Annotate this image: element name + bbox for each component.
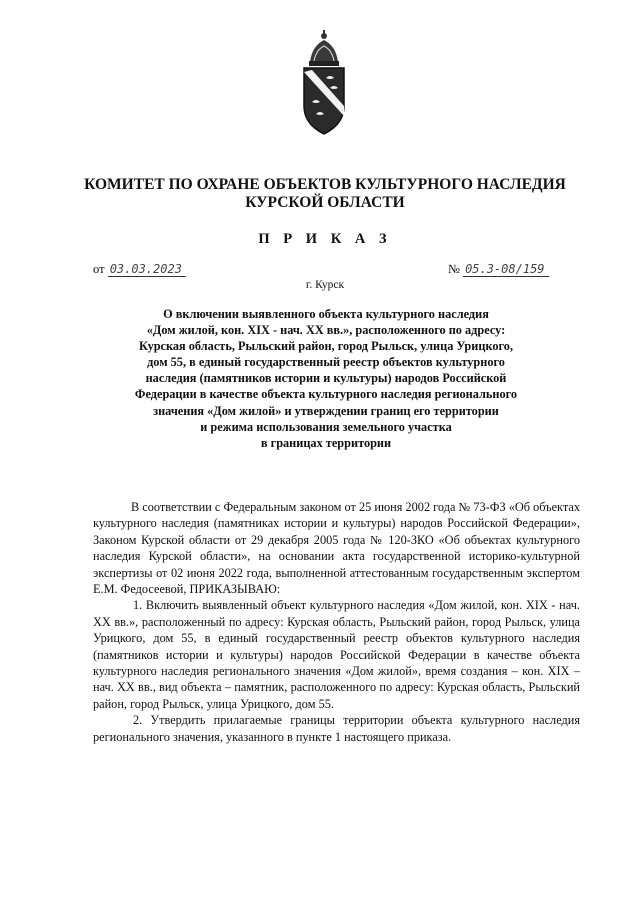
subject-line: и режима использования земельного участка xyxy=(200,419,452,434)
subject-line: О включении выявленного объекта культурного наследия xyxy=(163,307,489,321)
number-value: 05.3-08/159 xyxy=(463,262,548,277)
order-item-1: 1. Включить выявленный объект культурного наследия «Дом жилой, кон. XIX - нач. XX вв.», расположенный по адресу: Курская область, Рыльский район, город Рыльск, улица Урицкого, дом 55, в единый государственный реестр объектов культурного наследия (памятников истории и культуры) народов Российской Федерации в качестве объекта культурного наследия регионального значения «Дом жилой», время создания – кон. XIX – нач. XX вв., вид объекта – памятник, расположенного по адресу: Курская область, Рыльский район, город Рыльск, улица Урицкого, дом 55. xyxy=(93,598,580,711)
date-value: 03.03.2023 xyxy=(108,262,186,277)
subject-line: наследия (памятников истории и культуры) народов Российской xyxy=(145,371,507,386)
date-field xyxy=(93,262,186,277)
subject-line: дом 55, в единый государственный реестр объектов культурного xyxy=(147,355,505,370)
document-body xyxy=(93,499,580,745)
document-subject xyxy=(92,306,560,451)
number-field xyxy=(448,262,549,277)
order-item-2: 2. Утвердить прилагаемые границы территории объекта культурного наследия регионального значения, указанного в пункте 1 настоящего приказа. xyxy=(93,713,580,744)
subject-line: значения «Дом жилой» и утверждении границ его территории xyxy=(153,403,499,418)
city: г. Курск xyxy=(305,279,345,291)
date-prefix: от xyxy=(93,262,105,276)
subject-line: Курская область, Рыльский район, город Рыльск, улица Урицкого, xyxy=(138,339,514,354)
preamble-paragraph: В соответствии с Федеральным законом от 25 июня 2002 года № 73-ФЗ «Об объектах культурного наследия (памятниках истории и культуры) народов Российской Федерации», Законом Курской области от 29 декабря 2005 года № 120-ЗКО «Об объектах культурного наследия Курской области», на основании акта государственной историко-культурной экспертизы от 02 июня 2022 года, выполненной аттестованным государственным экспертом Е.М. Федосеевой, ПРИКАЗЫВАЮ: xyxy=(93,500,580,597)
subject-line: «Дом жилой, кон. XIX - нач. XX вв.», расположенного по адресу: xyxy=(146,323,506,338)
organization-name-line2: КУРСКОЙ ОБЛАСТИ xyxy=(245,194,405,211)
organization-name xyxy=(60,176,590,212)
subject-line: в границах территории xyxy=(260,435,392,450)
document-type: П Р И К А З xyxy=(258,231,392,247)
number-prefix: № xyxy=(448,262,460,276)
organization-name-line1: КОМИТЕТ ПО ОХРАНЕ ОБЪЕКТОВ КУЛЬТУРНОГО НАСЛЕДИЯ xyxy=(84,176,566,193)
coat-of-arms-icon xyxy=(292,28,356,138)
subject-line: Федерации в качестве объекта культурного наследия регионального xyxy=(134,387,518,402)
